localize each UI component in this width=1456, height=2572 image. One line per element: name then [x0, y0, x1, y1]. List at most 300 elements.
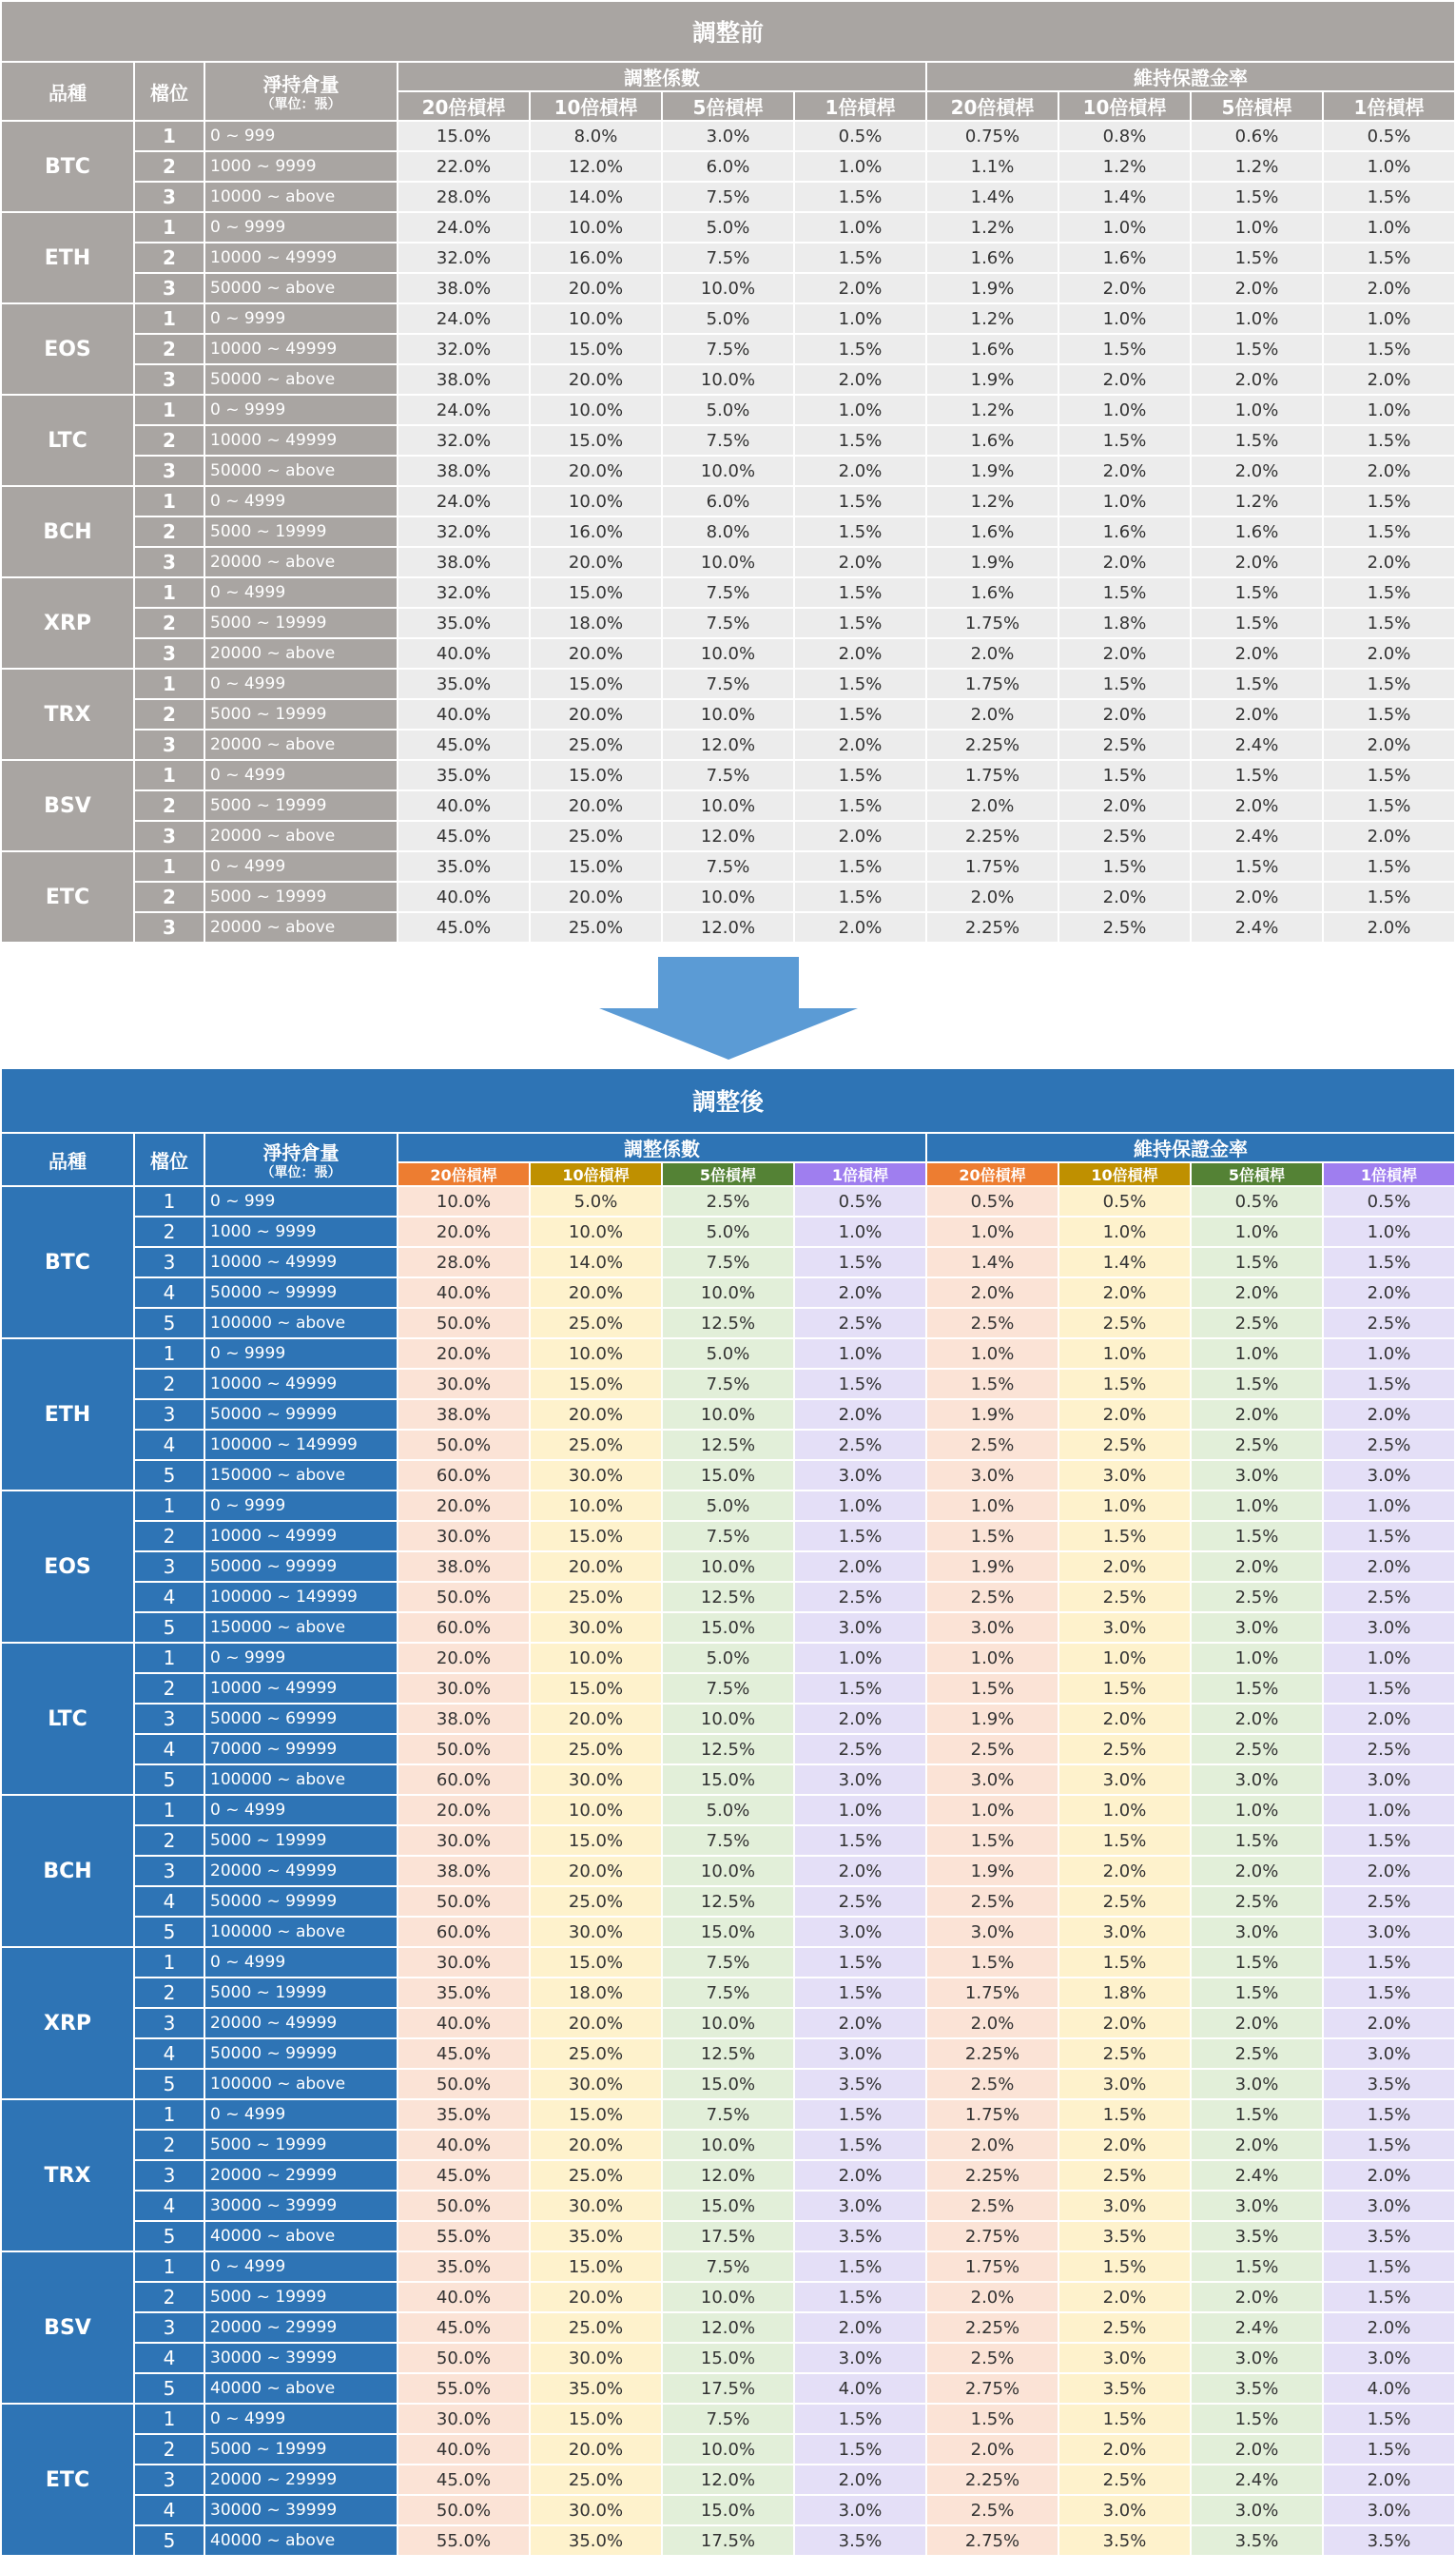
margin-cell: 1.5%: [1058, 1825, 1191, 1856]
margin-cell: 1.5%: [1191, 760, 1323, 790]
margin-cell: 1.5%: [1323, 1947, 1455, 1978]
margin-header: 維持保證金率: [926, 62, 1455, 91]
coef-cell: 2.5%: [794, 1430, 926, 1460]
margin-cell: 2.5%: [1323, 1308, 1455, 1338]
range-cell: 0 ~ 9999: [204, 212, 398, 243]
coef-cell: 1.5%: [794, 1369, 926, 1399]
symbol-cell: EOS: [1, 1491, 134, 1643]
margin-cell: 2.5%: [1191, 1308, 1323, 1338]
coef-cell: 1.5%: [794, 486, 926, 516]
margin-cell: 3.5%: [1191, 2525, 1323, 2556]
margin-cell: 1.9%: [926, 1551, 1058, 1582]
coef-cell: 3.0%: [794, 2191, 926, 2221]
margin-cell: 1.75%: [926, 851, 1058, 882]
coef-cell: 12.0%: [662, 2312, 794, 2343]
coef-cell: 10.0%: [662, 1856, 794, 1886]
coef-cell: 45.0%: [398, 2160, 530, 2191]
margin-cell: 0.8%: [1058, 121, 1191, 151]
tier-cell: 2: [134, 1978, 204, 2008]
margin-cell: 3.0%: [926, 1764, 1058, 1795]
margin-cell: 3.0%: [1058, 1917, 1191, 1947]
margin-cell: 2.0%: [1191, 699, 1323, 730]
tier-cell: 3: [134, 364, 204, 395]
range-cell: 10000 ~ 49999: [204, 425, 398, 456]
coef-cell: 60.0%: [398, 1764, 530, 1795]
range-cell: 0 ~ 9999: [204, 1643, 398, 1673]
margin-cell: 2.0%: [1191, 2282, 1323, 2312]
coef-cell: 35.0%: [398, 1978, 530, 2008]
range-cell: 50000 ~ 99999: [204, 1277, 398, 1308]
coef-cell: 35.0%: [398, 760, 530, 790]
coef-cell: 1.0%: [794, 151, 926, 182]
table-row: [1, 395, 1455, 425]
table-row: [1, 1217, 1455, 1247]
margin-cell: 3.0%: [1058, 2069, 1191, 2099]
lever-header: 20倍槓桿: [398, 1162, 530, 1186]
coef-cell: 38.0%: [398, 456, 530, 486]
range-cell: 20000 ~ 29999: [204, 2465, 398, 2495]
margin-cell: 2.0%: [1323, 2160, 1455, 2191]
position-header: [204, 1133, 398, 1186]
table-row: [1, 1704, 1455, 1734]
tier-cell: 3: [134, 2008, 204, 2038]
margin-cell: 1.0%: [1058, 1217, 1191, 1247]
margin-cell: 1.4%: [926, 1247, 1058, 1277]
coef-cell: 38.0%: [398, 1551, 530, 1582]
range-cell: 0 ~ 4999: [204, 669, 398, 699]
margin-cell: 1.0%: [926, 1217, 1058, 1247]
margin-cell: 3.0%: [1191, 2495, 1323, 2525]
margin-cell: 2.0%: [1058, 2434, 1191, 2465]
margin-cell: 1.0%: [1191, 395, 1323, 425]
lever-header: 10倍槓桿: [530, 91, 662, 121]
tier-cell: 1: [134, 2251, 204, 2282]
margin-cell: 2.5%: [1058, 730, 1191, 760]
margin-cell: 1.5%: [1058, 1521, 1191, 1551]
coef-cell: 24.0%: [398, 395, 530, 425]
table-row: [1, 1521, 1455, 1551]
position-label: 淨持倉量: [262, 73, 340, 96]
coef-cell: 1.0%: [794, 395, 926, 425]
margin-cell: 1.0%: [1323, 1795, 1455, 1825]
symbol-cell: BCH: [1, 1795, 134, 1947]
margin-cell: 2.0%: [926, 2434, 1058, 2465]
table-row: [1, 1308, 1455, 1338]
coef-cell: 2.5%: [794, 1734, 926, 1764]
lever-header: 10倍槓桿: [1058, 91, 1191, 121]
coef-cell: 20.0%: [398, 1338, 530, 1369]
margin-cell: 2.0%: [1058, 456, 1191, 486]
coef-cell: 15.0%: [530, 334, 662, 364]
margin-cell: 2.0%: [926, 2282, 1058, 2312]
margin-cell: 2.0%: [1323, 638, 1455, 669]
tier-cell: 3: [134, 1399, 204, 1430]
coef-cell: 25.0%: [530, 1308, 662, 1338]
table-row: [1, 1186, 1455, 1217]
coef-cell: 40.0%: [398, 2130, 530, 2160]
table-row: [1, 1643, 1455, 1673]
margin-cell: 1.6%: [926, 577, 1058, 608]
table-row: [1, 2221, 1455, 2251]
margin-cell: 1.9%: [926, 1856, 1058, 1886]
tier-cell: 1: [134, 2099, 204, 2130]
range-cell: 0 ~ 9999: [204, 395, 398, 425]
before-title: 調整前: [1, 1, 1455, 62]
symbol-cell: BCH: [1, 486, 134, 577]
margin-cell: 1.0%: [1058, 1338, 1191, 1369]
coef-cell: 50.0%: [398, 2343, 530, 2373]
coef-cell: 35.0%: [530, 2525, 662, 2556]
margin-cell: 3.0%: [926, 1612, 1058, 1643]
coef-cell: 45.0%: [398, 821, 530, 851]
margin-cell: 2.0%: [1191, 273, 1323, 303]
coef-cell: 10.0%: [530, 212, 662, 243]
coef-cell: 12.0%: [662, 912, 794, 943]
margin-cell: 3.0%: [926, 1460, 1058, 1491]
coef-cell: 2.0%: [794, 2312, 926, 2343]
range-cell: 0 ~ 9999: [204, 303, 398, 334]
coef-cell: 24.0%: [398, 486, 530, 516]
coef-cell: 1.5%: [794, 851, 926, 882]
table-row: [1, 1369, 1455, 1399]
tier-cell: 5: [134, 1308, 204, 1338]
coef-cell: 7.5%: [662, 760, 794, 790]
margin-cell: 2.0%: [1323, 2465, 1455, 2495]
margin-cell: 3.0%: [1191, 2191, 1323, 2221]
margin-cell: 1.0%: [926, 1795, 1058, 1825]
margin-cell: 2.5%: [1058, 1734, 1191, 1764]
margin-cell: 1.0%: [1323, 212, 1455, 243]
margin-cell: 3.0%: [1191, 2069, 1323, 2099]
margin-cell: 1.5%: [1191, 851, 1323, 882]
coef-cell: 10.0%: [662, 790, 794, 821]
coef-cell: 38.0%: [398, 364, 530, 395]
margin-cell: 3.0%: [926, 1917, 1058, 1947]
margin-cell: 1.6%: [1058, 243, 1191, 273]
margin-cell: 3.0%: [1058, 1612, 1191, 1643]
coef-cell: 10.0%: [662, 1551, 794, 1582]
margin-cell: 1.5%: [1323, 2251, 1455, 2282]
coef-cell: 35.0%: [398, 2251, 530, 2282]
margin-header: 維持保證金率: [926, 1133, 1455, 1162]
margin-cell: 0.5%: [1191, 1186, 1323, 1217]
margin-cell: 1.2%: [926, 303, 1058, 334]
table-row: [1, 425, 1455, 456]
tier-cell: 3: [134, 821, 204, 851]
coef-cell: 7.5%: [662, 1369, 794, 1399]
margin-cell: 1.6%: [926, 243, 1058, 273]
coef-cell: 1.5%: [794, 2130, 926, 2160]
coef-cell: 50.0%: [398, 2495, 530, 2525]
range-cell: 20000 ~ above: [204, 821, 398, 851]
coef-cell: 12.5%: [662, 1308, 794, 1338]
coef-cell: 1.5%: [794, 425, 926, 456]
margin-cell: 1.5%: [1323, 2130, 1455, 2160]
margin-cell: 2.4%: [1191, 821, 1323, 851]
coef-cell: 3.0%: [794, 1917, 926, 1947]
coef-cell: 28.0%: [398, 182, 530, 212]
coef-cell: 1.5%: [794, 334, 926, 364]
coef-header: 調整係數: [398, 1133, 926, 1162]
coef-cell: 15.0%: [530, 1673, 662, 1704]
coef-cell: 15.0%: [530, 1825, 662, 1856]
coef-cell: 7.5%: [662, 1521, 794, 1551]
coef-cell: 60.0%: [398, 1917, 530, 1947]
coef-cell: 1.5%: [794, 1978, 926, 2008]
margin-cell: 3.0%: [1323, 1917, 1455, 1947]
margin-cell: 2.0%: [1191, 1277, 1323, 1308]
coef-cell: 20.0%: [530, 882, 662, 912]
table-row: [1, 273, 1455, 303]
coef-cell: 38.0%: [398, 273, 530, 303]
coef-cell: 30.0%: [398, 1521, 530, 1551]
range-cell: 100000 ~ 149999: [204, 1582, 398, 1612]
coef-cell: 7.5%: [662, 1247, 794, 1277]
coef-cell: 14.0%: [530, 1247, 662, 1277]
table-row: [1, 486, 1455, 516]
tier-cell: 4: [134, 1734, 204, 1764]
tier-cell: 3: [134, 1551, 204, 1582]
margin-cell: 1.5%: [1323, 577, 1455, 608]
margin-cell: 2.0%: [1323, 1277, 1455, 1308]
margin-cell: 2.0%: [926, 2130, 1058, 2160]
coef-cell: 2.0%: [794, 2008, 926, 2038]
table-row: [1, 2008, 1455, 2038]
table-row: [1, 1338, 1455, 1369]
lever-header: 1倍槓桿: [1323, 91, 1455, 121]
coef-cell: 25.0%: [530, 1734, 662, 1764]
coef-cell: 2.0%: [794, 1277, 926, 1308]
table-row: [1, 2465, 1455, 2495]
tier-cell: 2: [134, 1369, 204, 1399]
margin-cell: 1.75%: [926, 608, 1058, 638]
coef-cell: 1.5%: [794, 2434, 926, 2465]
coef-cell: 20.0%: [530, 273, 662, 303]
margin-cell: 1.5%: [1191, 1369, 1323, 1399]
margin-cell: 1.0%: [1191, 1795, 1323, 1825]
margin-cell: 0.5%: [926, 1186, 1058, 1217]
margin-cell: 1.75%: [926, 669, 1058, 699]
symbol-cell: TRX: [1, 2099, 134, 2251]
table-row: [1, 608, 1455, 638]
coef-cell: 15.0%: [662, 2069, 794, 2099]
table-row: [1, 2069, 1455, 2099]
margin-cell: 1.6%: [926, 516, 1058, 547]
range-cell: 40000 ~ above: [204, 2373, 398, 2404]
margin-cell: 2.5%: [1058, 1308, 1191, 1338]
symbol-cell: ETC: [1, 851, 134, 943]
range-cell: 150000 ~ above: [204, 1460, 398, 1491]
coef-cell: 40.0%: [398, 2434, 530, 2465]
coef-cell: 5.0%: [662, 395, 794, 425]
coef-cell: 3.0%: [794, 2038, 926, 2069]
margin-cell: 2.25%: [926, 2465, 1058, 2495]
margin-cell: 2.0%: [1191, 1551, 1323, 1582]
coef-cell: 2.0%: [794, 2160, 926, 2191]
margin-cell: 2.0%: [1323, 456, 1455, 486]
range-cell: 1000 ~ 9999: [204, 1217, 398, 1247]
tier-cell: 1: [134, 121, 204, 151]
down-arrow-icon: [599, 957, 858, 1060]
margin-cell: 1.5%: [1058, 1673, 1191, 1704]
coef-cell: 10.0%: [662, 2282, 794, 2312]
margin-cell: 1.5%: [1191, 182, 1323, 212]
coef-cell: 32.0%: [398, 577, 530, 608]
range-cell: 50000 ~ above: [204, 456, 398, 486]
tier-cell: 2: [134, 882, 204, 912]
tier-cell: 2: [134, 334, 204, 364]
margin-cell: 2.0%: [1191, 2008, 1323, 2038]
coef-cell: 35.0%: [398, 2099, 530, 2130]
margin-cell: 2.5%: [1058, 1886, 1191, 1917]
coef-cell: 25.0%: [530, 912, 662, 943]
margin-cell: 1.75%: [926, 1978, 1058, 2008]
coef-cell: 7.5%: [662, 851, 794, 882]
margin-cell: 1.5%: [1323, 669, 1455, 699]
margin-cell: 1.5%: [926, 1673, 1058, 1704]
table-row: [1, 1917, 1455, 1947]
margin-cell: 0.75%: [926, 121, 1058, 151]
tier-cell: 5: [134, 2221, 204, 2251]
range-cell: 50000 ~ 99999: [204, 2038, 398, 2069]
coef-cell: 55.0%: [398, 2373, 530, 2404]
coef-cell: 1.5%: [794, 882, 926, 912]
margin-cell: 2.0%: [1058, 1551, 1191, 1582]
coef-cell: 7.5%: [662, 1947, 794, 1978]
lever-header: 10倍槓桿: [1058, 1162, 1191, 1186]
range-cell: 10000 ~ 49999: [204, 1369, 398, 1399]
margin-cell: 2.0%: [1323, 547, 1455, 577]
margin-cell: 1.0%: [1191, 1491, 1323, 1521]
tier-cell: 1: [134, 303, 204, 334]
margin-cell: 3.0%: [1323, 1612, 1455, 1643]
tier-cell: 4: [134, 2495, 204, 2525]
coef-cell: 25.0%: [530, 821, 662, 851]
margin-cell: 3.0%: [1191, 2343, 1323, 2373]
tier-cell: 4: [134, 1277, 204, 1308]
coef-cell: 30.0%: [530, 1764, 662, 1795]
margin-cell: 1.2%: [1058, 151, 1191, 182]
tier-cell: 2: [134, 243, 204, 273]
margin-cell: 1.5%: [1191, 2404, 1323, 2434]
tier-cell: 1: [134, 1795, 204, 1825]
range-cell: 100000 ~ above: [204, 2069, 398, 2099]
coef-cell: 12.5%: [662, 1430, 794, 1460]
lever-header: 5倍槓桿: [1191, 91, 1323, 121]
coef-cell: 8.0%: [662, 516, 794, 547]
coef-cell: 2.0%: [794, 2465, 926, 2495]
margin-cell: 1.5%: [1058, 2251, 1191, 2282]
range-cell: 0 ~ 999: [204, 1186, 398, 1217]
coef-cell: 1.0%: [794, 303, 926, 334]
coef-cell: 38.0%: [398, 1856, 530, 1886]
margin-cell: 1.8%: [1058, 608, 1191, 638]
coef-cell: 10.0%: [662, 273, 794, 303]
table-row: [1, 1612, 1455, 1643]
coef-cell: 1.5%: [794, 1673, 926, 1704]
range-cell: 100000 ~ above: [204, 1917, 398, 1947]
coef-cell: 15.0%: [530, 1947, 662, 1978]
coef-cell: 40.0%: [398, 2008, 530, 2038]
margin-cell: 1.5%: [1191, 2251, 1323, 2282]
margin-cell: 1.5%: [1323, 1825, 1455, 1856]
lever-header: 20倍槓桿: [926, 1162, 1058, 1186]
coef-cell: 40.0%: [398, 882, 530, 912]
product-header: 品種: [1, 1133, 134, 1186]
coef-cell: 2.0%: [794, 821, 926, 851]
margin-cell: 1.0%: [1058, 212, 1191, 243]
margin-cell: 3.0%: [1323, 2343, 1455, 2373]
position-unit: （單位：張）: [261, 97, 341, 112]
range-cell: 20000 ~ 49999: [204, 1856, 398, 1886]
coef-cell: 15.0%: [662, 2343, 794, 2373]
margin-cell: 4.0%: [1323, 2373, 1455, 2404]
coef-cell: 40.0%: [398, 790, 530, 821]
coef-cell: 1.0%: [794, 1491, 926, 1521]
tier-cell: 4: [134, 2343, 204, 2373]
margin-cell: 1.5%: [1191, 577, 1323, 608]
margin-cell: 1.5%: [1191, 608, 1323, 638]
margin-cell: 2.0%: [1058, 1856, 1191, 1886]
margin-cell: 1.8%: [1058, 1978, 1191, 2008]
range-cell: 5000 ~ 19999: [204, 2282, 398, 2312]
coef-cell: 38.0%: [398, 1704, 530, 1734]
coef-cell: 55.0%: [398, 2221, 530, 2251]
margin-cell: 1.0%: [1058, 1643, 1191, 1673]
coef-cell: 15.0%: [662, 1460, 794, 1491]
tier-cell: 1: [134, 577, 204, 608]
coef-cell: 12.0%: [662, 2465, 794, 2495]
table-row: [1, 1399, 1455, 1430]
margin-cell: 1.5%: [1191, 1521, 1323, 1551]
margin-cell: 1.6%: [926, 425, 1058, 456]
margin-cell: 2.5%: [1058, 2160, 1191, 2191]
margin-cell: 2.0%: [1058, 2008, 1191, 2038]
coef-cell: 40.0%: [398, 2282, 530, 2312]
coef-cell: 1.5%: [794, 577, 926, 608]
table-row: [1, 760, 1455, 790]
margin-cell: 2.75%: [926, 2221, 1058, 2251]
margin-cell: 2.5%: [926, 1582, 1058, 1612]
margin-cell: 2.4%: [1191, 912, 1323, 943]
lever-header: 20倍槓桿: [398, 91, 530, 121]
tier-cell: 5: [134, 2525, 204, 2556]
range-cell: 30000 ~ 39999: [204, 2495, 398, 2525]
range-cell: 5000 ~ 19999: [204, 1978, 398, 2008]
margin-cell: 1.75%: [926, 2099, 1058, 2130]
coef-cell: 15.0%: [530, 669, 662, 699]
coef-cell: 35.0%: [398, 608, 530, 638]
range-cell: 1000 ~ 9999: [204, 151, 398, 182]
symbol-cell: EOS: [1, 303, 134, 395]
margin-cell: 2.0%: [1323, 1399, 1455, 1430]
range-cell: 0 ~ 4999: [204, 2404, 398, 2434]
margin-cell: 2.5%: [926, 2495, 1058, 2525]
margin-cell: 2.4%: [1191, 2465, 1323, 2495]
table-row: [1, 699, 1455, 730]
coef-cell: 7.5%: [662, 243, 794, 273]
coef-cell: 1.0%: [794, 1795, 926, 1825]
margin-cell: 1.5%: [1058, 425, 1191, 456]
coef-cell: 30.0%: [398, 1369, 530, 1399]
lever-header: 1倍槓桿: [1323, 1162, 1455, 1186]
margin-cell: 2.0%: [1058, 547, 1191, 577]
coef-cell: 15.0%: [662, 2191, 794, 2221]
table-row: [1, 2038, 1455, 2069]
tier-cell: 1: [134, 760, 204, 790]
table-row: [1, 212, 1455, 243]
coef-cell: 30.0%: [530, 2191, 662, 2221]
